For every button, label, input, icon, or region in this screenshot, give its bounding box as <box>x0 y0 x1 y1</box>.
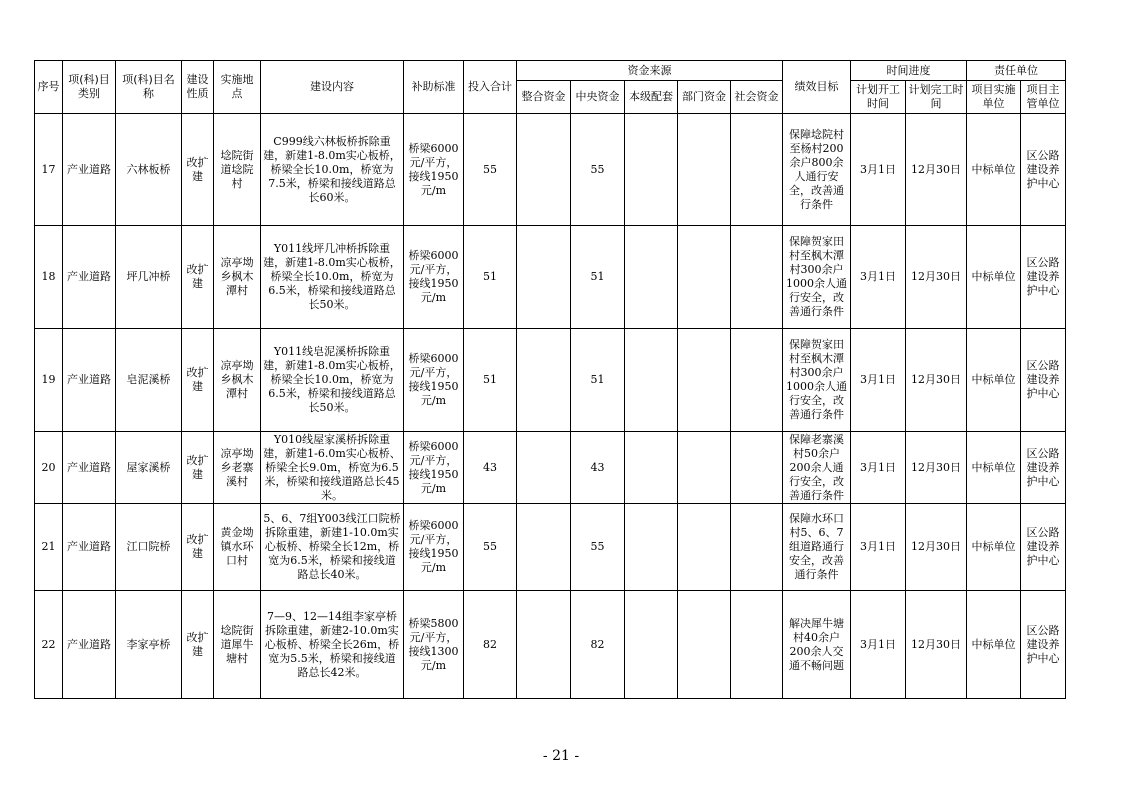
cell-seq: 17 <box>35 114 63 226</box>
header-total: 投入合计 <box>464 61 517 114</box>
cell-name: 皂泥溪桥 <box>116 329 182 432</box>
cell-local <box>625 329 678 432</box>
cell-performance: 保障水环口村5、6、7组道路通行安全，改善通行条件 <box>783 504 851 591</box>
header-end: 计划完工时间 <box>906 81 967 114</box>
cell-mgmt-unit: 区公路建设养护中心 <box>1021 329 1066 432</box>
cell-nature: 改扩建 <box>182 114 214 226</box>
cell-dept <box>678 226 731 329</box>
cell-impl-unit: 中标单位 <box>967 329 1021 432</box>
cell-dept <box>678 114 731 226</box>
cell-integrated <box>517 504 571 591</box>
header-content: 建设内容 <box>261 61 404 114</box>
cell-total: 55 <box>464 504 517 591</box>
cell-performance: 保障贺家田村至枫木潭村300余户1000余人通行安全，改善通行条件 <box>783 329 851 432</box>
header-nature: 建设性质 <box>182 61 214 114</box>
cell-integrated <box>517 591 571 699</box>
header-integrated: 整合资金 <box>517 81 571 114</box>
cell-impl-unit: 中标单位 <box>967 432 1021 504</box>
cell-central: 82 <box>571 591 625 699</box>
cell-social <box>731 432 783 504</box>
page-number: - 21 - <box>542 748 580 764</box>
cell-content: C999线六林板桥拆除重建，新建1-8.0m实心板桥，桥梁全长10.0m，桥宽为7.5米，桥梁和接线道路总长60米。 <box>261 114 404 226</box>
cell-local <box>625 432 678 504</box>
cell-impl-unit: 中标单位 <box>967 591 1021 699</box>
header-name: 项(科)目名称 <box>116 61 182 114</box>
cell-social <box>731 329 783 432</box>
cell-end: 12月30日 <box>906 591 967 699</box>
cell-dept <box>678 432 731 504</box>
header-schedule: 时间进度 <box>851 61 967 81</box>
cell-subsidy: 桥梁6000元/平方，接线1950元/m <box>404 329 464 432</box>
cell-nature: 改扩建 <box>182 329 214 432</box>
cell-end: 12月30日 <box>906 329 967 432</box>
cell-name: 李家亭桥 <box>116 591 182 699</box>
cell-local <box>625 114 678 226</box>
header-mgmt-unit: 项目主管单位 <box>1021 81 1066 114</box>
cell-total: 55 <box>464 114 517 226</box>
cell-location: 黄金坳镇水环口村 <box>214 504 261 591</box>
cell-start: 3月1日 <box>851 329 906 432</box>
cell-category: 产业道路 <box>63 114 116 226</box>
cell-local <box>625 591 678 699</box>
table-row <box>35 226 1066 329</box>
header-dept: 部门资金 <box>678 81 731 114</box>
cell-location: 埝院街道埝院村 <box>214 114 261 226</box>
header-seq: 序号 <box>35 61 63 114</box>
table-row <box>35 504 1066 591</box>
cell-performance: 保障贺家田村至枫木潭村300余户1000余人通行安全，改善通行条件 <box>783 226 851 329</box>
cell-start: 3月1日 <box>851 226 906 329</box>
cell-nature: 改扩建 <box>182 432 214 504</box>
cell-end: 12月30日 <box>906 114 967 226</box>
cell-total: 51 <box>464 226 517 329</box>
cell-central: 55 <box>571 504 625 591</box>
cell-name: 六林板桥 <box>116 114 182 226</box>
cell-dept <box>678 329 731 432</box>
cell-subsidy: 桥梁6000元/平方，接线1950元/m <box>404 504 464 591</box>
cell-nature: 改扩建 <box>182 226 214 329</box>
cell-category: 产业道路 <box>63 504 116 591</box>
cell-mgmt-unit: 区公路建设养护中心 <box>1021 432 1066 504</box>
cell-performance: 保障老寨溪村50余户200余人通行安全，改善通行条件 <box>783 432 851 504</box>
table-row <box>35 114 1066 226</box>
cell-dept <box>678 504 731 591</box>
header-responsible: 责任单位 <box>967 61 1066 81</box>
cell-content: Y011线坪几冲桥拆除重建，新建1-8.0m实心板桥，桥梁全长10.0m，桥宽为6.5米，桥梁和接线道路总长50米。 <box>261 226 404 329</box>
cell-category: 产业道路 <box>63 226 116 329</box>
cell-content: Y010线屋家溪桥拆除重建，新建1-6.0m实心板桥、桥梁全长9.0m，桥宽为6.5米，桥梁和接线道路总长45米。 <box>261 432 404 504</box>
table-row <box>35 329 1066 432</box>
cell-total: 51 <box>464 329 517 432</box>
cell-social <box>731 114 783 226</box>
cell-category: 产业道路 <box>63 591 116 699</box>
cell-total: 82 <box>464 591 517 699</box>
cell-local <box>625 226 678 329</box>
cell-performance: 解决犀牛塘村40余户200余人交通不畅问题 <box>783 591 851 699</box>
header-location: 实施地点 <box>214 61 261 114</box>
cell-seq: 18 <box>35 226 63 329</box>
cell-seq: 19 <box>35 329 63 432</box>
cell-nature: 改扩建 <box>182 504 214 591</box>
cell-performance: 保障埝院村至杨村200余户800余人通行安全，改善通行条件 <box>783 114 851 226</box>
cell-seq: 20 <box>35 432 63 504</box>
cell-content: 7—9、12—14组李家亭桥拆除重建，新建2-10.0m实心板桥、桥梁全长26m，桥宽为5.5米，桥梁和接线道路总长42米。 <box>261 591 404 699</box>
header-start: 计划开工时间 <box>851 81 906 114</box>
cell-seq: 22 <box>35 591 63 699</box>
header-performance: 绩效目标 <box>783 61 851 114</box>
cell-location: 凉亭坳乡枫木潭村 <box>214 226 261 329</box>
cell-name: 江口院桥 <box>116 504 182 591</box>
cell-integrated <box>517 432 571 504</box>
cell-central: 51 <box>571 226 625 329</box>
cell-social <box>731 591 783 699</box>
cell-end: 12月30日 <box>906 432 967 504</box>
cell-end: 12月30日 <box>906 226 967 329</box>
cell-content: Y011线皂泥溪桥拆除重建，新建1-8.0m实心板桥，桥梁全长10.0m，桥宽为6.5米，桥梁和接线道路总长50米。 <box>261 329 404 432</box>
header-local: 本级配套 <box>625 81 678 114</box>
cell-mgmt-unit: 区公路建设养护中心 <box>1021 504 1066 591</box>
cell-impl-unit: 中标单位 <box>967 226 1021 329</box>
cell-local <box>625 504 678 591</box>
cell-impl-unit: 中标单位 <box>967 114 1021 226</box>
cell-impl-unit: 中标单位 <box>967 504 1021 591</box>
cell-dept <box>678 591 731 699</box>
cell-name: 屋家溪桥 <box>116 432 182 504</box>
table-row <box>35 432 1066 504</box>
cell-end: 12月30日 <box>906 504 967 591</box>
cell-subsidy: 桥梁6000元/平方，接线1950元/m <box>404 226 464 329</box>
header-subsidy: 补助标准 <box>404 61 464 114</box>
header-category: 项(科)目类别 <box>63 61 116 114</box>
header-central: 中央资金 <box>571 81 625 114</box>
project-table <box>34 60 1066 699</box>
header-fund-source: 资金来源 <box>517 61 783 81</box>
cell-mgmt-unit: 区公路建设养护中心 <box>1021 591 1066 699</box>
cell-subsidy: 桥梁6000元/平方，接线1950元/m <box>404 114 464 226</box>
cell-integrated <box>517 226 571 329</box>
cell-mgmt-unit: 区公路建设养护中心 <box>1021 226 1066 329</box>
cell-nature: 改扩建 <box>182 591 214 699</box>
table-row <box>35 591 1066 699</box>
cell-mgmt-unit: 区公路建设养护中心 <box>1021 114 1066 226</box>
cell-social <box>731 504 783 591</box>
cell-category: 产业道路 <box>63 329 116 432</box>
cell-start: 3月1日 <box>851 504 906 591</box>
cell-seq: 21 <box>35 504 63 591</box>
cell-start: 3月1日 <box>851 432 906 504</box>
cell-start: 3月1日 <box>851 591 906 699</box>
cell-name: 坪几冲桥 <box>116 226 182 329</box>
cell-content: 5、6、7组Y003线江口院桥拆除重建，新建1-10.0m实心板桥、桥梁全长12m，桥宽为6.5米，桥梁和接线道路总长40米。 <box>261 504 404 591</box>
cell-central: 51 <box>571 329 625 432</box>
cell-integrated <box>517 114 571 226</box>
cell-location: 凉亭坳乡老寨溪村 <box>214 432 261 504</box>
cell-central: 43 <box>571 432 625 504</box>
header-social: 社会资金 <box>731 81 783 114</box>
cell-central: 55 <box>571 114 625 226</box>
header-impl-unit: 项目实施单位 <box>967 81 1021 114</box>
cell-subsidy: 桥梁5800元/平方，接线1300元/m <box>404 591 464 699</box>
cell-subsidy: 桥梁6000元/平方，接线1950元/m <box>404 432 464 504</box>
cell-integrated <box>517 329 571 432</box>
cell-location: 埝院街道犀牛塘村 <box>214 591 261 699</box>
cell-start: 3月1日 <box>851 114 906 226</box>
cell-location: 凉亭坳乡枫木潭村 <box>214 329 261 432</box>
cell-total: 43 <box>464 432 517 504</box>
cell-social <box>731 226 783 329</box>
cell-category: 产业道路 <box>63 432 116 504</box>
